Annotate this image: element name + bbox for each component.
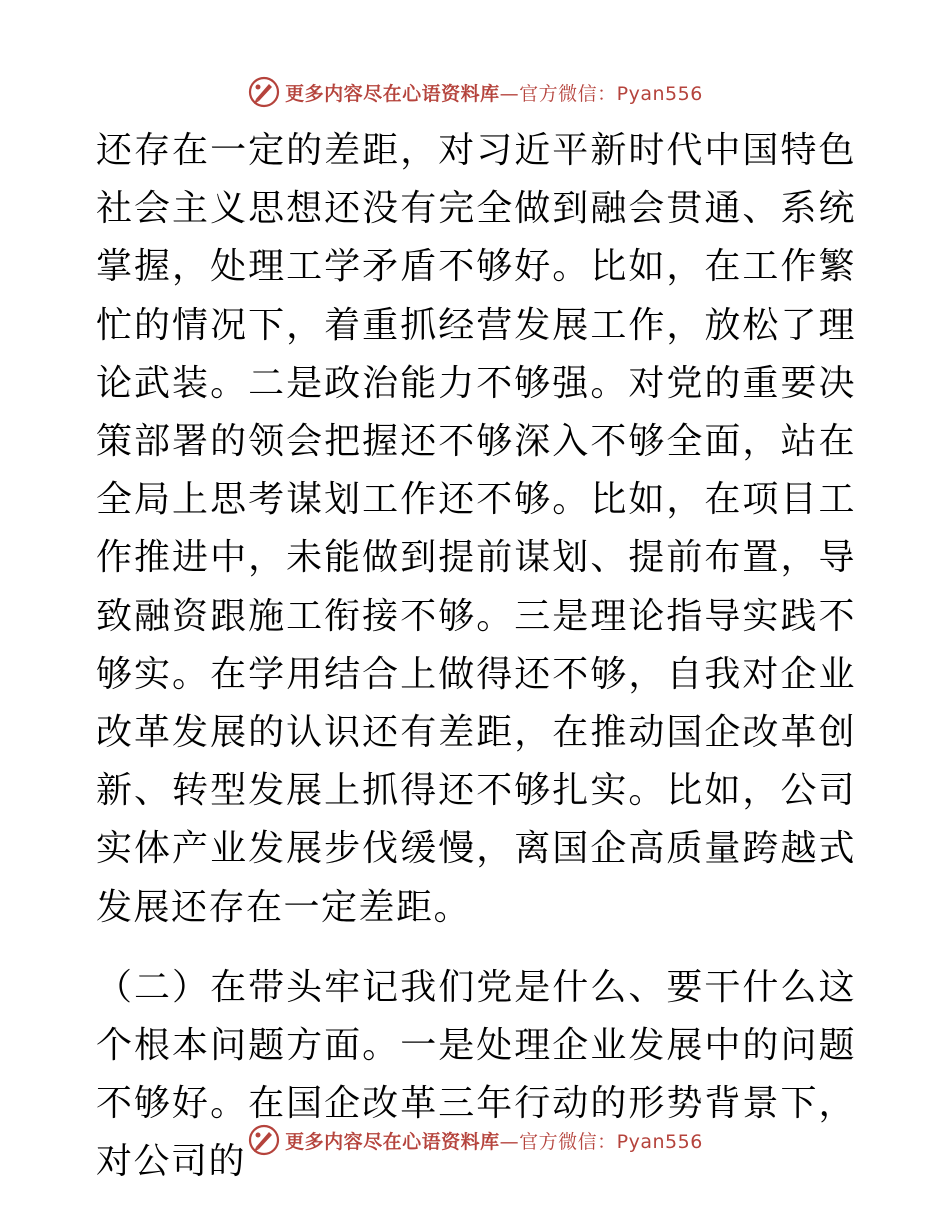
footer-dash: — [499,1130,520,1153]
document-body [96,122,856,1192]
pen-circle-logo-icon [247,1123,281,1157]
footer-banner [0,1118,950,1162]
header-banner [0,70,950,114]
body-paragraph-1: 还存在一定的差距，对习近平新时代中国特色社会主义思想还没有完全做到融会贯通、系统掌握，处理工学矛盾不够好。比如，在工作繁忙的情况下，着重抓经营发展工作，放松了理论武装。二是政治能力不够强。对党的重要决策部署的领会把握还不够深入不够全面，站在全局上思考谋划工作还不够。比如，在项目工作推进中，未能做到提前谋划、提前布置，导致融资跟施工衔接不够。三是理论指导实践不够实。在学用结合上做得还不够，自我对企业改革发展的认识还有差距，在推动国企改革创新、转型发展上抓得还不够扎实。比如，公司实体产业发展步伐缓慢，离国企高质量跨越式发展还存在一定差距。 [96,130,856,928]
footer-wechat-text: 官方微信：Pyan556 [519,1130,703,1153]
banner-dash: — [499,82,520,105]
body-paragraph-2: （二）在带头牢记我们党是什么、要干什么这个根本问题方面。一是处理企业发展中的问题不够好。在国企改革三年行动的形势背景下，对公司的 [96,966,856,1183]
pen-circle-logo-icon [247,75,281,109]
footer-main-text: 更多内容尽在心语资料库 [285,1130,500,1153]
banner-main-text: 更多内容尽在心语资料库 [285,82,500,105]
banner-wechat-text: 官方微信：Pyan556 [519,82,703,105]
